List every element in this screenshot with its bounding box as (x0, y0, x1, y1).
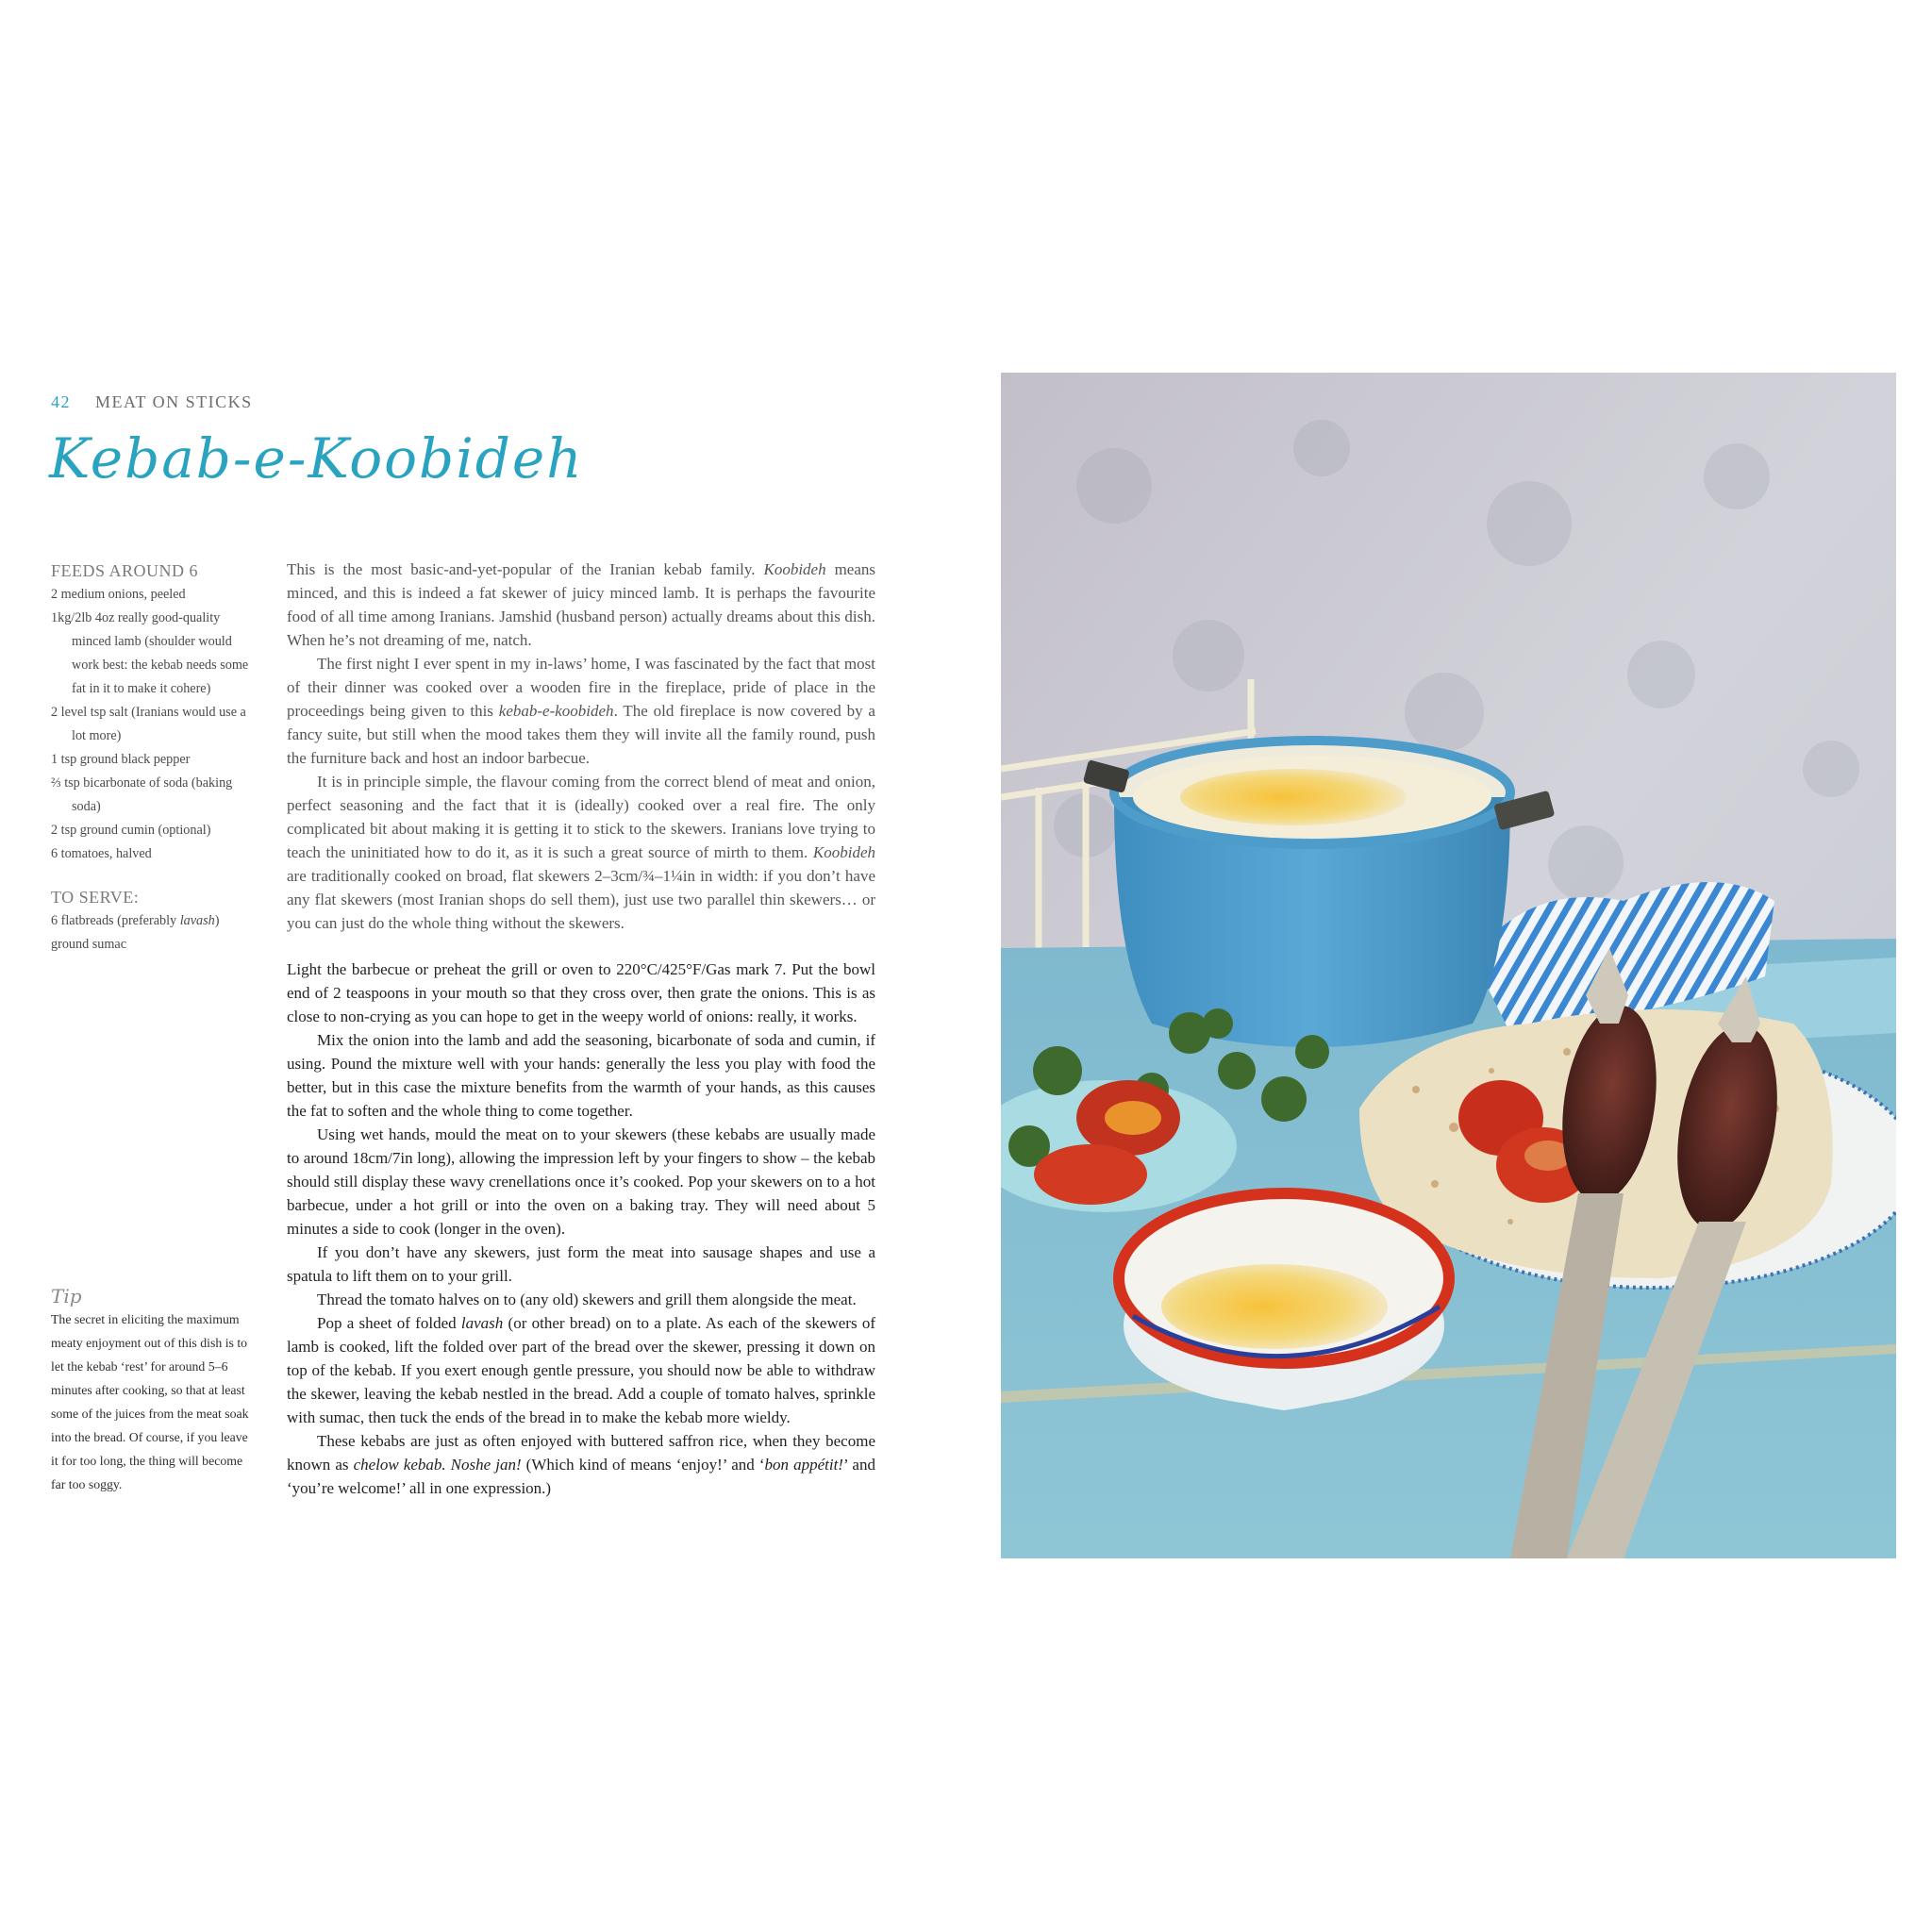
ingredient-item: 2 medium onions, peeled (51, 587, 186, 602)
intro-paragraph: This is the most basic-and-yet-popular of the Iranian kebab family. Koobideh means minced, and this is indeed a fat skewer of juicy minced lamb. It is perhaps the favourite food of all time among Iranians. Jamshid (husband person) actually dreams about this dish. When he’s not dreaming of me, natch. (287, 560, 875, 649)
ingredient-item: 1 tsp ground black pepper (51, 752, 191, 767)
intro-paragraph: It is in principle simple, the flavour coming from the correct blend of meat and onion, perfect seasoning and the fact that it is (ideally) cooked over a real fire. The only complicated bit about making it is getting it to stick to the skewers. Iranians love trying to teach the uninitiated how to do it, as it is such a great source of mirth to them. Koobideh are traditionally cooked on broad, flat skewers 2–3cm/¾–1¼in in width: if you don’t have any flat skewers (most Iranian shops do sell them), just use two parallel thin skewers… or you can just do the whole thing without the skewers. (287, 773, 875, 932)
food-photo (1001, 373, 1896, 1558)
serving-item: 6 flatbreads (preferably lavash) (51, 913, 220, 928)
page-number: 42 (51, 392, 71, 411)
recipe-title: Kebab-e-Koobideh (49, 426, 584, 491)
method-step: Using wet hands, mould the meat on to your skewers (these kebabs are usually made to around 18cm/7in long), allowing the impression left by your fingers to show – the kebab should still display these wavy crenellations once it’s cooked. Pop your skewers on to a hot barbecue, under a hot grill or into the oven on a baking tray. They will need about 5 minutes a side to cook (longer in the oven). (287, 1125, 875, 1238)
recipe-body (287, 558, 875, 1500)
method-text (287, 958, 875, 1500)
method-step: If you don’t have any skewers, just form the meat into sausage shapes and use a spatula to lift them on to your grill. (287, 1243, 875, 1285)
to-serve-heading: TO SERVE: (51, 888, 140, 907)
ingredient-item: ⅔ tsp bicarbonate of soda (baking soda) (51, 775, 233, 814)
method-step: Pop a sheet of folded lavash (or other bread) on to a plate. As each of the skewers of lamb is cooked, lift the folded over part of the bread over the skewer, pressing it down on top of the kebab. If you exert enough gentle pressure, you should now be able to withdraw the skewer, leaving the kebab nestled in the bread. Add a couple of tomato halves, sprinkle with sumac, then tuck the ends of the bread in to make the kebab more wieldy. (287, 1314, 875, 1426)
kebab-photo-illustration (1001, 373, 1896, 1558)
tip-box (51, 1285, 254, 1496)
ingredients-list (51, 558, 254, 957)
ingredient-item: 1kg/2lb 4oz really good-quality minced lamb (shoulder would work best: the kebab needs some fat in it to make it cohere) (51, 610, 249, 696)
method-step: These kebabs are just as often enjoyed with buttered saffron rice, when they become known as chelow kebab. Noshe jan! (Which kind of means ‘enjoy!’ and ‘bon appétit!’ and ‘you’re welcome!’ all in one expression.) (287, 1432, 875, 1497)
ingredient-item: 2 tsp ground cumin (optional) (51, 823, 211, 838)
tip-text: The secret in eliciting the maximum meaty enjoyment out of this dish is to let the kebab ‘rest’ for around 5–6 minutes after cooking, so that at least some of the juices from the meat soak into the bread. Of course, if you leave it for too long, the thing will become far too soggy. (51, 1312, 249, 1491)
serving-item: ground sumac (51, 937, 126, 952)
ingredient-item: 6 tomatoes, halved (51, 846, 152, 861)
serves-heading: FEEDS AROUND 6 (51, 561, 199, 580)
intro-paragraph: The first night I ever spent in my in-laws’ home, I was fascinated by the fact that most of their dinner was cooked over a wooden fire in the fireplace, pride of place in the proceedings being given to this kebab-e-koobideh. The old fireplace is now covered by a fancy suite, but still when the mood takes them they will invite all the family round, push the furniture back and host an indoor barbecue. (287, 655, 875, 767)
method-step: Mix the onion into the lamb and add the seasoning, bicarbonate of soda and cumin, if using. Pound the mixture well with your hands: generally the less you play with food the better, but in this case the mixture benefits from the warmth of your hands, as this causes the fat to soften and the whole thing to come together. (287, 1031, 875, 1120)
method-step: Light the barbecue or preheat the grill or oven to 220°C/425°F/Gas mark 7. Put the bowl end of 2 teaspoons in your mouth so that they cross over, then grate the onions. This is as close to non-crying as you can hope to get in the weepy world of onions: really, it works. (287, 960, 875, 1025)
running-head (51, 392, 253, 412)
method-step: Thread the tomato halves on to (any old) skewers and grill them alongside the meat. (317, 1291, 857, 1308)
intro-text (287, 558, 875, 935)
ingredient-item: 2 level tsp salt (Iranians would use a lot more) (51, 705, 246, 743)
section-title: MEAT ON STICKS (95, 392, 253, 411)
tip-label: Tip (51, 1285, 82, 1307)
left-page (0, 0, 943, 1932)
